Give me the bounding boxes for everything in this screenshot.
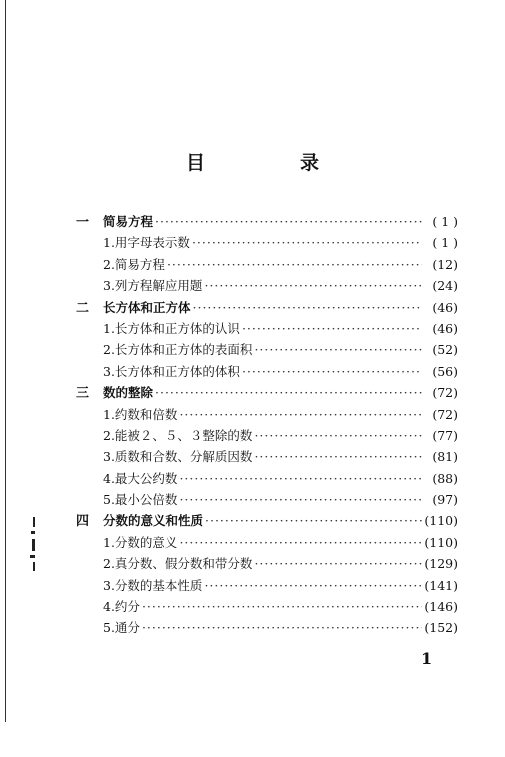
page-ref: (56)	[432, 363, 458, 379]
chapter-title: 长方体和正方体	[103, 299, 191, 315]
entry-label: 2.简易方程	[103, 256, 165, 272]
toc-chapter-2[interactable]	[76, 297, 458, 318]
toc-entry[interactable]	[76, 254, 458, 275]
page-ref: (46)	[432, 320, 458, 336]
dot-leader	[193, 297, 422, 318]
entry-label: 5.最小公倍数	[103, 492, 178, 508]
page-ref: (72)	[432, 385, 458, 401]
page-ref: (52)	[432, 342, 458, 358]
dot-leader	[242, 318, 422, 339]
dot-leader	[242, 361, 422, 382]
dot-leader	[179, 468, 422, 489]
toc-entry[interactable]	[76, 532, 458, 553]
page-ref: (110)	[424, 513, 458, 529]
page-ref: (81)	[432, 449, 458, 465]
dot-leader	[204, 575, 422, 596]
page-edge-line	[5, 0, 6, 722]
toc-entry[interactable]	[76, 468, 458, 489]
toc-entry[interactable]	[76, 575, 458, 596]
dot-leader	[155, 382, 422, 403]
entry-label: 1.约数和倍数	[103, 406, 178, 422]
table-of-contents	[76, 211, 458, 639]
dot-leader	[155, 211, 422, 232]
page-ref: (46)	[432, 299, 458, 315]
page-ref: ( 1 )	[432, 235, 458, 251]
chapter-number: 四	[76, 514, 90, 530]
dot-leader	[205, 510, 422, 531]
page-ref: (12)	[432, 256, 458, 272]
entry-label: 2.真分数、假分数和带分数	[103, 556, 253, 572]
toc-chapter-1[interactable]	[76, 211, 458, 232]
page-number: 1	[421, 649, 433, 668]
page-ref: (97)	[432, 492, 458, 508]
page-ref: (72)	[432, 406, 458, 422]
toc-entry[interactable]	[76, 425, 458, 446]
toc-entry[interactable]	[76, 553, 458, 574]
page-ref: (24)	[432, 278, 458, 294]
dot-leader	[254, 425, 422, 446]
entry-label: 3.分数的基本性质	[103, 577, 203, 593]
page-ref: (77)	[432, 427, 458, 443]
chapter-number: 三	[76, 386, 90, 402]
chapter-number: 二	[76, 300, 90, 316]
page-title: 目 录	[185, 152, 357, 174]
entry-label: 4.最大公约数	[103, 470, 178, 486]
toc-entry[interactable]	[76, 361, 458, 382]
toc-entry[interactable]	[76, 617, 458, 638]
page-ref: (129)	[424, 556, 458, 572]
toc-entry[interactable]	[76, 339, 458, 360]
entry-label: 1.分数的意义	[103, 534, 178, 550]
dot-leader	[204, 275, 422, 296]
toc-entry[interactable]	[76, 489, 458, 510]
dot-leader	[179, 489, 422, 510]
dot-leader	[142, 596, 422, 617]
entry-label: 3.列方程解应用题	[103, 278, 203, 294]
entry-label: 2.能被２、５、３整除的数	[103, 427, 253, 443]
entry-label: 3.长方体和正方体的体积	[103, 363, 240, 379]
toc-entry[interactable]	[76, 404, 458, 425]
page-ref: (141)	[424, 577, 458, 593]
dot-leader	[254, 446, 422, 467]
chapter-title: 简易方程	[103, 214, 154, 229]
toc-entry[interactable]	[76, 232, 458, 253]
entry-label: 1.长方体和正方体的认识	[103, 320, 240, 336]
toc-entry[interactable]	[76, 446, 458, 467]
entry-label: 3.质数和合数、分解质因数	[103, 449, 253, 465]
dot-leader	[179, 404, 422, 425]
entry-label: 5.通分	[103, 620, 140, 636]
entry-label: 4.约分	[103, 599, 140, 615]
dot-leader	[254, 553, 422, 574]
entry-label: 2.长方体和正方体的表面积	[103, 342, 253, 358]
toc-chapter-4[interactable]	[76, 510, 458, 531]
dot-leader	[167, 254, 422, 275]
dot-leader	[192, 232, 422, 253]
page-ref: (88)	[432, 470, 458, 486]
page-ref: ( 1 )	[432, 214, 458, 229]
dot-leader	[142, 617, 422, 638]
binding-marks	[24, 515, 44, 585]
page-ref: (146)	[424, 599, 458, 615]
entry-label: 1.用字母表示数	[103, 235, 190, 251]
chapter-number: 一	[76, 215, 90, 230]
dot-leader	[254, 339, 422, 360]
chapter-title: 数的整除	[103, 385, 154, 401]
page-ref: (152)	[424, 620, 458, 636]
dot-leader	[179, 532, 422, 553]
toc-entry[interactable]	[76, 318, 458, 339]
page-ref: (110)	[424, 534, 458, 550]
toc-chapter-3[interactable]	[76, 382, 458, 403]
chapter-title: 分数的意义和性质	[103, 513, 204, 529]
toc-entry[interactable]	[76, 275, 458, 296]
toc-entry[interactable]	[76, 596, 458, 617]
